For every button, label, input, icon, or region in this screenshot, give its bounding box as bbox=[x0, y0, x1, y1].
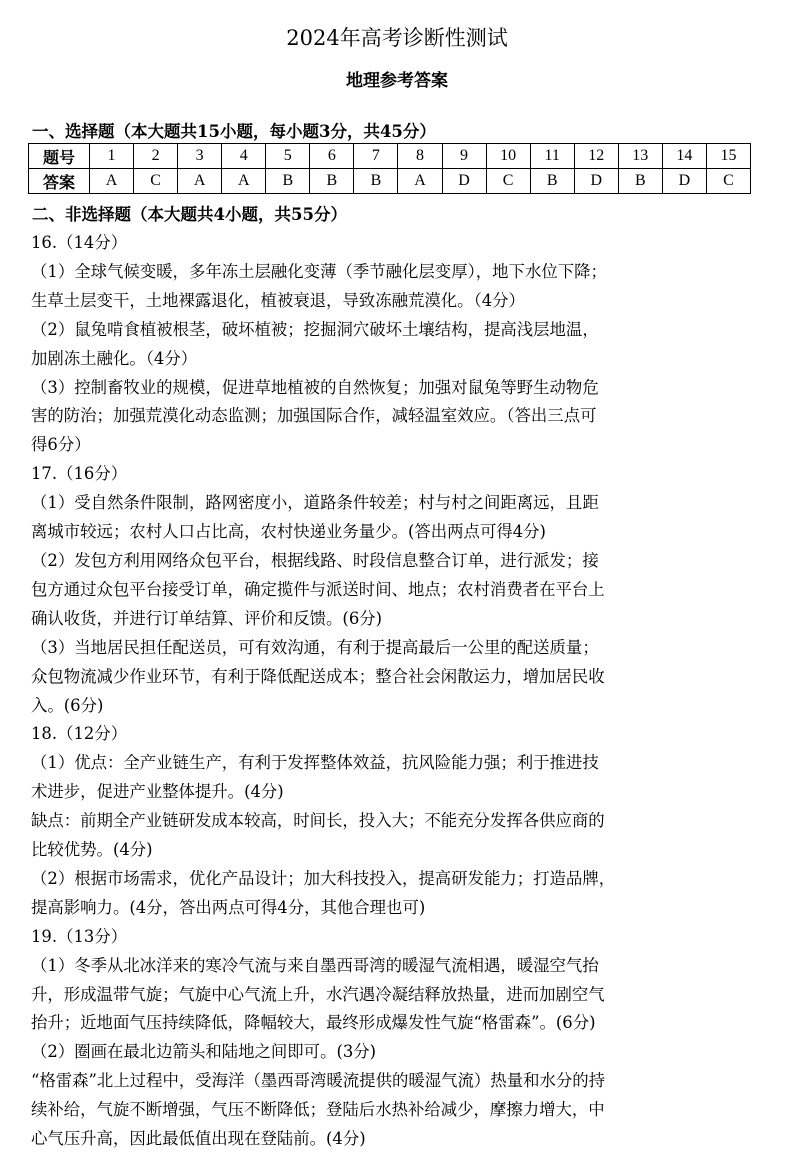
answer-cell: C bbox=[486, 169, 530, 194]
question-number: 2 bbox=[134, 144, 178, 169]
answer-line: 生草土层变干，土地裸露退化，植被衰退，导致冻融荒漠化。（4分） bbox=[31, 290, 525, 310]
answer-line: 加剧冻土融化。（4分） bbox=[31, 348, 198, 368]
answer-cell: C bbox=[706, 169, 750, 194]
question-number: 1 bbox=[90, 144, 134, 169]
answer-cell: A bbox=[178, 169, 222, 194]
question-number: 6 bbox=[310, 144, 354, 169]
answer-line: （3）当地居民担任配送员，可有效沟通，有利于提高最后一公里的配送质量； bbox=[31, 637, 599, 657]
answer-table bbox=[28, 143, 751, 194]
question-number: 15 bbox=[706, 144, 750, 169]
question-heading: 17.（16分） bbox=[31, 464, 128, 484]
answer-cell: A bbox=[398, 169, 442, 194]
answer-line: （1）受自然条件限制，路网密度小，道路条件较差；村与村之间距离远，且距 bbox=[31, 493, 599, 513]
answer-line: 确认收货，并进行订单结算、评价和反馈。(6分) bbox=[31, 608, 383, 628]
answer-line: 害的防治；加强荒漠化动态监测；加强国际合作，减轻温室效应。（答出三点可 bbox=[31, 406, 597, 426]
answer-line: 比较优势。(4分) bbox=[31, 840, 153, 860]
question-number: 5 bbox=[266, 144, 310, 169]
answer-line: “格雷森”北上过程中，受海洋（墨西哥湾暖流提供的暖湿气流）热量和水分的持 bbox=[31, 1071, 606, 1091]
answer-cell: C bbox=[134, 169, 178, 194]
answer-cell: D bbox=[662, 169, 706, 194]
answer-line: （2）圈画在最北边箭头和陆地之间即可。(3分) bbox=[31, 1042, 377, 1062]
answer-line: （2）根据市场需求，优化产品设计；加大科技投入，提高研发能力；打造品牌， bbox=[31, 868, 616, 888]
answer-line: 众包物流减少作业环节，有利于降低配送成本；整合社会闲散运力，增加居民收 bbox=[31, 666, 605, 686]
answer-line: 抬升；近地面气压持续降低，降幅较大，最终形成爆发性气旋“格雷森”。(6分) bbox=[31, 1013, 596, 1033]
answer-cell: B bbox=[618, 169, 662, 194]
answer-line: 入。(6分) bbox=[31, 695, 104, 715]
row-label-numbers: 题号 bbox=[29, 144, 90, 169]
page-title: 2024年高考诊断性测试 bbox=[286, 26, 508, 50]
answer-line: （1）全球气候变暖，多年冻土层融化变薄（季节融化层变厚），地下水位下降； bbox=[31, 261, 607, 281]
section-heading-choice: 一、选择题（本大题共15小题，每小题3分，共45分） bbox=[32, 122, 436, 141]
table-row-answers bbox=[29, 169, 751, 194]
question-number: 9 bbox=[442, 144, 486, 169]
section-heading-nonchoice: 二、非选择题（本大题共4小题，共55分） bbox=[32, 205, 347, 224]
question-number: 13 bbox=[618, 144, 662, 169]
answer-line: 提高影响力。(4分，答出两点可得4分，其他合理也可) bbox=[31, 897, 426, 917]
question-heading: 16.（14分） bbox=[31, 233, 128, 252]
answer-cell: D bbox=[442, 169, 486, 194]
question-number: 8 bbox=[398, 144, 442, 169]
question-number: 10 bbox=[486, 144, 530, 169]
answer-cell: A bbox=[222, 169, 266, 194]
answer-cell: A bbox=[90, 169, 134, 194]
answer-cell: B bbox=[354, 169, 398, 194]
answer-cell: B bbox=[266, 169, 310, 194]
answer-line: 续补给，气旋不断增强，气压不断降低；登陆后水热补给减少，摩擦力增大，中 bbox=[31, 1100, 605, 1120]
answer-line: 术进步，促进产业整体提升。(4分) bbox=[31, 782, 284, 802]
question-heading: 18.（12分） bbox=[31, 724, 128, 744]
question-number: 11 bbox=[530, 144, 574, 169]
question-number: 3 bbox=[178, 144, 222, 169]
answer-line: 包方通过众包平台接受订单，确定揽件与派送时间、地点；农村消费者在平台上 bbox=[31, 579, 605, 599]
answer-line: （2）发包方利用网络众包平台，根据线路、时段信息整合订单，进行派发；接 bbox=[31, 550, 599, 570]
answer-line: 离城市较远；农村人口占比高，农村快递业务量少。(答出两点可得4分) bbox=[31, 522, 546, 542]
table-row-numbers bbox=[29, 144, 751, 169]
question-number: 14 bbox=[662, 144, 706, 169]
answer-line: （3）控制畜牧业的规模，促进草地植被的自然恢复；加强对鼠兔等野生动物危 bbox=[31, 377, 599, 397]
page-subtitle: 地理参考答案 bbox=[346, 71, 448, 91]
answer-line: 缺点：前期全产业链研发成本较高，时间长，投入大；不能充分发挥各供应商的 bbox=[31, 811, 605, 831]
row-label-answers: 答案 bbox=[29, 169, 90, 194]
answer-line: （2）鼠兔啃食植被根茎，破坏植被；挖掘洞穴破坏土壤结构，提高浅层地温， bbox=[31, 319, 599, 339]
answer-cell: B bbox=[310, 169, 354, 194]
answer-line: 心气压升高，因此最低值出现在登陆前。(4分) bbox=[31, 1129, 366, 1149]
answer-body bbox=[31, 229, 761, 1154]
answer-line: （1）优点：全产业链生产，有利于发挥整体效益，抗风险能力强；利于推进技 bbox=[31, 753, 599, 773]
question-heading: 19.（13分） bbox=[31, 926, 128, 946]
answer-line: 得6分） bbox=[31, 435, 91, 455]
answer-line: 升，形成温带气旋；气旋中心气流上升，水汽遇冷凝结释放热量，进而加剧空气 bbox=[31, 984, 605, 1004]
answer-cell: D bbox=[574, 169, 618, 194]
question-number: 12 bbox=[574, 144, 618, 169]
answer-line: （1）冬季从北冰洋来的寒冷气流与来自墨西哥湾的暖湿气流相遇，暖湿空气抬 bbox=[31, 955, 599, 975]
answer-cell: B bbox=[530, 169, 574, 194]
question-number: 4 bbox=[222, 144, 266, 169]
question-number: 7 bbox=[354, 144, 398, 169]
